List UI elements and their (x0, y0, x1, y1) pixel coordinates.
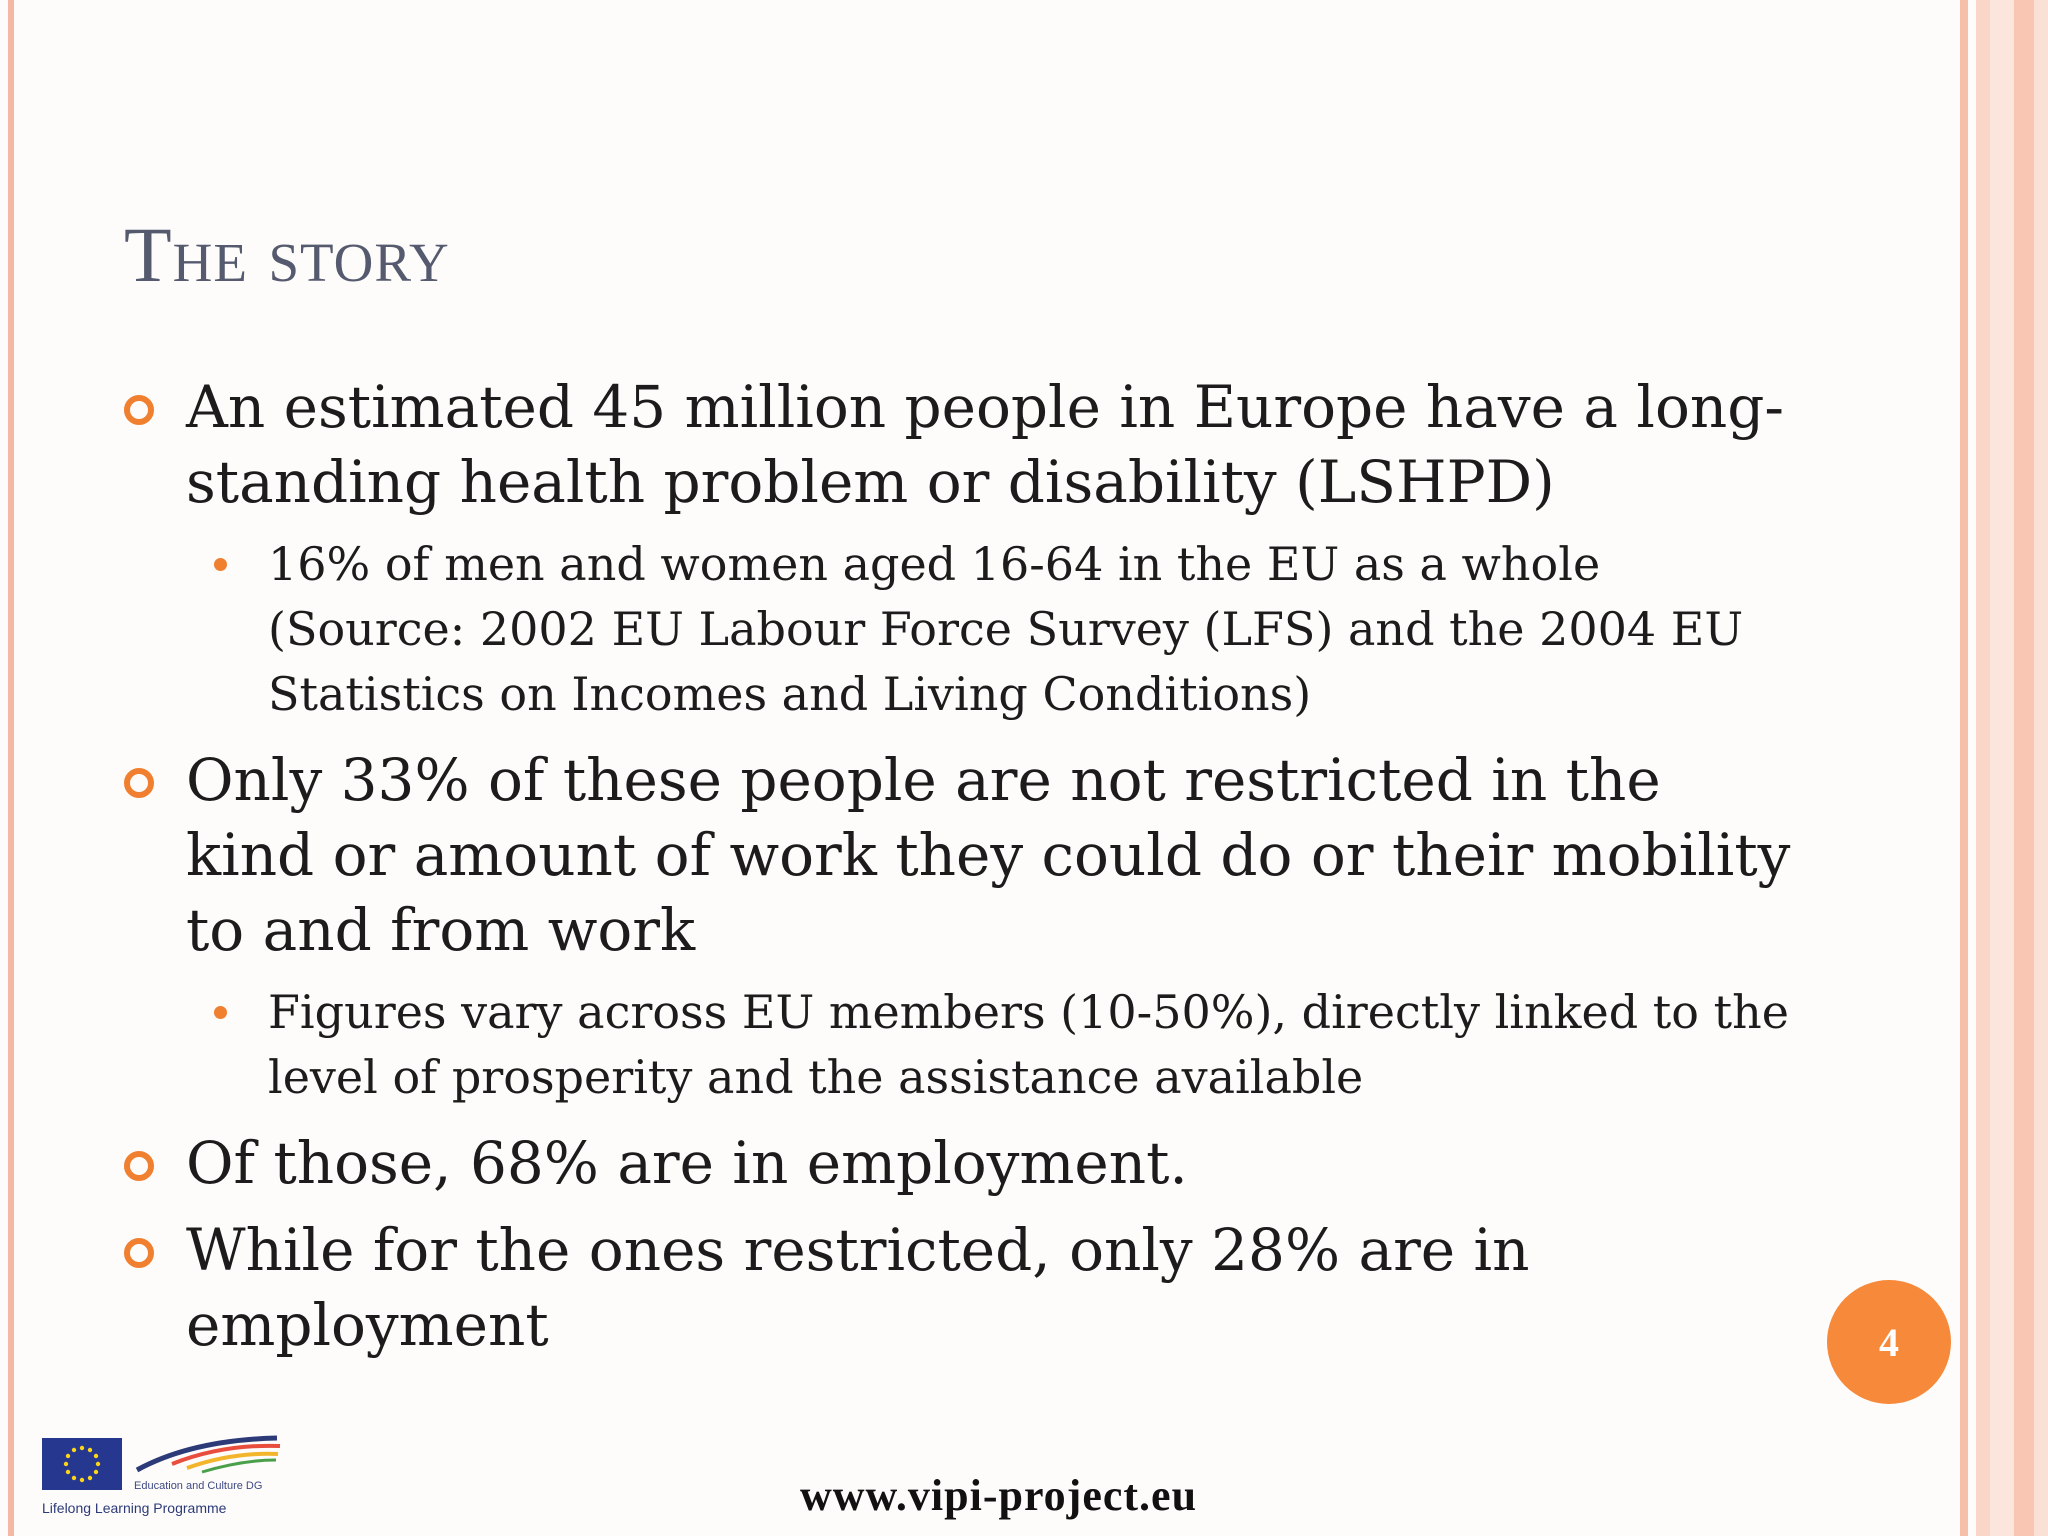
right-stripe (2034, 0, 2048, 1536)
sub-bullet-item (124, 980, 1804, 1110)
bullet-text: Only 33% of these people are not restricted in the kind or amount of work they could do or their mobility to and from work (186, 746, 1791, 964)
slide-content (124, 370, 1804, 1375)
swoosh-icon (132, 1430, 282, 1482)
ring-bullet-icon (124, 1151, 154, 1181)
ring-bullet-icon (124, 1238, 154, 1268)
slide-title: The story (124, 211, 450, 298)
ring-bullet-icon (124, 768, 154, 798)
right-stripe (2014, 0, 2034, 1536)
right-stripe (1960, 0, 1968, 1536)
right-stripe (1976, 0, 1990, 1536)
sub-bullet-item (124, 532, 1804, 727)
ring-bullet-icon (124, 395, 154, 425)
dot-bullet-icon (214, 558, 227, 571)
lifelong-learning-logo (42, 1430, 282, 1520)
bullet-item (124, 1126, 1804, 1201)
bullet-item (124, 743, 1804, 968)
bullet-text: Of those, 68% are in employment. (186, 1129, 1188, 1197)
bullet-item (124, 1213, 1804, 1363)
bullet-text: An estimated 45 million people in Europe have a long-standing health problem or disability (LSHPD) (186, 373, 1784, 516)
bullet-item (124, 370, 1804, 520)
dot-bullet-icon (214, 1006, 227, 1019)
footer-url: www.vipi-project.eu (800, 1471, 1198, 1520)
left-border (8, 0, 14, 1536)
eu-flag-icon (42, 1438, 122, 1490)
sub-bullet-text: Figures vary across EU members (10-50%), directly linked to the level of prosperity and the assistance available (268, 985, 1789, 1104)
sub-bullet-text: 16% of men and women aged 16-64 in the EU as a whole (Source: 2002 EU Labour Force Survey (LFS) and the 2004 EU Statistics on Incomes and Living Conditions) (268, 537, 1744, 721)
bullet-text: While for the ones restricted, only 28% are in employment (186, 1216, 1530, 1359)
right-stripe (1990, 0, 2014, 1536)
page-number-badge: 4 (1827, 1280, 1951, 1404)
logo-programme-text: Lifelong Learning Programme (42, 1500, 227, 1516)
logo-dg-text: Education and Culture DG (134, 1480, 263, 1492)
